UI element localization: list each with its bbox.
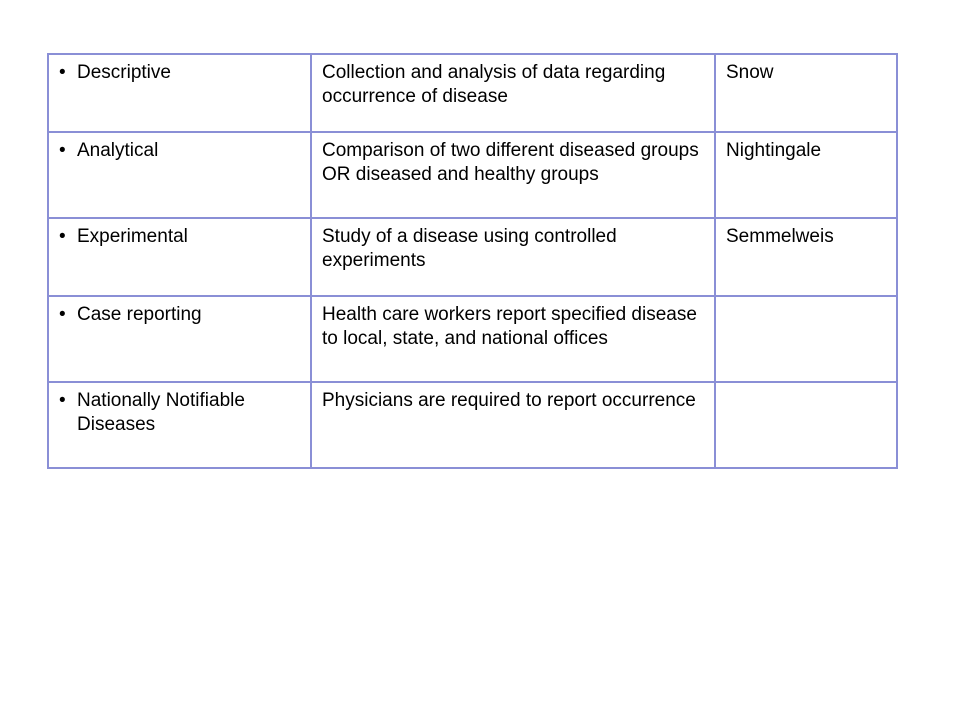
bullet-icon: • — [59, 140, 66, 161]
person-cell — [715, 296, 897, 382]
person-cell: Nightingale — [715, 132, 897, 218]
person-cell — [715, 382, 897, 468]
person-cell: Snow — [715, 54, 897, 132]
table-row — [48, 382, 897, 468]
table-row — [48, 132, 897, 218]
method-label: Case reporting — [77, 304, 202, 325]
method-label: Experimental — [77, 226, 188, 247]
bullet-icon: • — [59, 304, 66, 325]
description-cell: Comparison of two different diseased groups OR diseased and healthy groups — [311, 132, 715, 218]
bullet-icon: • — [59, 390, 66, 411]
table-row — [48, 296, 897, 382]
person-cell: Semmelweis — [715, 218, 897, 296]
method-cell — [48, 218, 311, 296]
method-cell — [48, 382, 311, 468]
method-label: Descriptive — [77, 62, 171, 83]
bullet-icon: • — [59, 226, 66, 247]
method-label: Analytical — [77, 140, 159, 161]
description-cell: Physicians are required to report occurrence — [311, 382, 715, 468]
epidemiology-methods-table — [47, 53, 898, 469]
description-cell: Collection and analysis of data regarding occurrence of disease — [311, 54, 715, 132]
description-cell: Health care workers report specified disease to local, state, and national offices — [311, 296, 715, 382]
method-cell — [48, 54, 311, 132]
bullet-icon: • — [59, 62, 66, 83]
method-label: Nationally Notifiable Diseases — [77, 390, 245, 435]
table-row — [48, 218, 897, 296]
table-row — [48, 54, 897, 132]
description-cell: Study of a disease using controlled experiments — [311, 218, 715, 296]
method-cell — [48, 132, 311, 218]
method-cell — [48, 296, 311, 382]
